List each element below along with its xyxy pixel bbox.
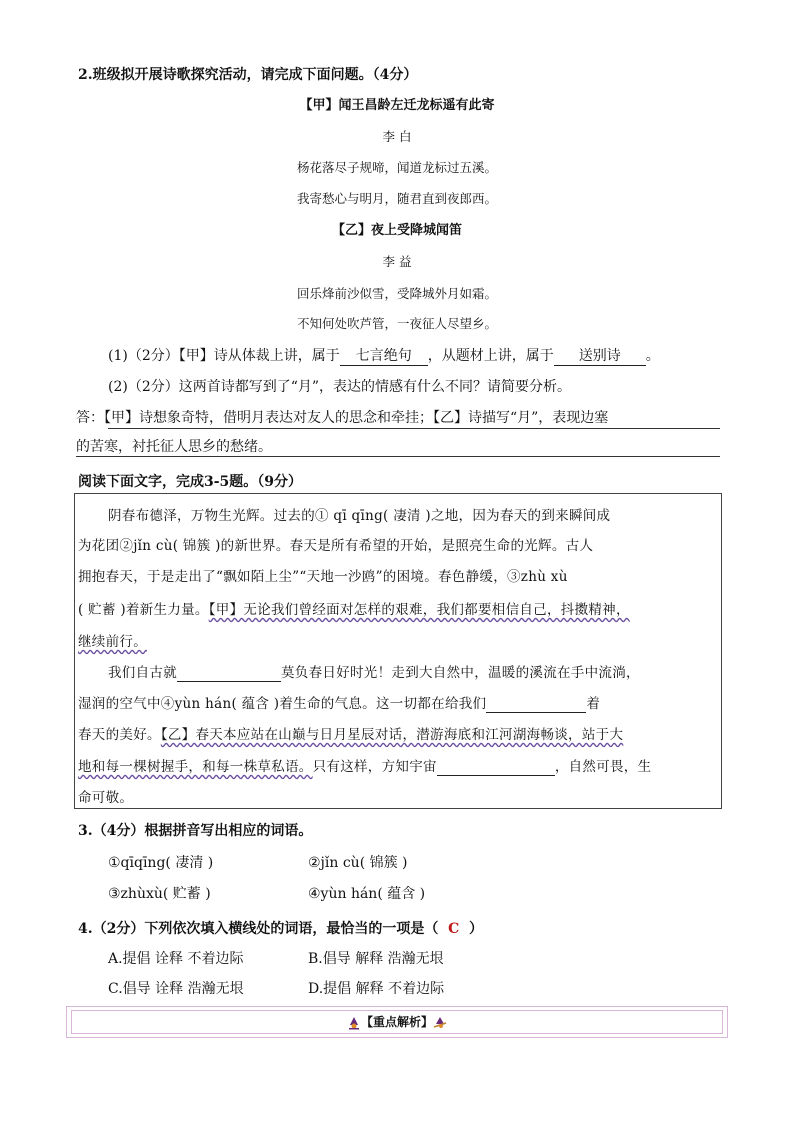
q4-option-a: A.提倡 诠释 不着边际 (108, 951, 244, 967)
answer-underline-1 (108, 428, 720, 429)
q2-sub2-question: (2)（2分）这两首诗都写到了“月”，表达的情感有什么不同？请简要分析。 (108, 379, 572, 395)
passage-p2-line4 (78, 755, 651, 776)
q4-heading-text: 4.（2分）下列依次填入横线处的词语，最恰当的一项是（ (78, 921, 439, 937)
key-analysis-banner (66, 1006, 728, 1038)
q2-sub1-middle: ，从题材上讲，属于 (427, 348, 554, 364)
passage-p2-line1a: 我们自古就 (108, 665, 177, 681)
passage-p2-line1 (108, 661, 640, 682)
poem2-line1: 回乐烽前沙似雪，受降城外月如霜。 (296, 286, 497, 301)
q2-heading: 2.班级拟开展诗歌探究活动，请完成下面问题。（4分） (78, 67, 418, 83)
banner-label: 【重点解析】 (360, 1015, 433, 1029)
q3-answer-4: ④yùn hán( 蕴含 ) (308, 886, 426, 902)
q2-sub1-blank1: 七言绝句 (340, 345, 428, 366)
witch-right-icon (433, 1016, 447, 1030)
q4-option-d: D.提倡 解释 不着边际 (308, 981, 445, 997)
passage-yi-sentence-cont: 地和每一棵树握手，和每一株草私语。 (78, 759, 313, 775)
reading-heading: 阅读下面文字，完成3-5题。（9分） (78, 474, 303, 490)
q2-answer-line2: 的苦寒，衬托征人思乡的愁绪。 (76, 439, 272, 455)
passage-p2-line5: 命可敬。 (78, 790, 134, 806)
passage-p1-line2: 为花团②jǐn cù( 锦簇 )的新世界。春天是所有希望的开始，是照亮生命的光辉。古人 (78, 538, 594, 554)
q2-sub1 (108, 345, 660, 366)
q4-option-c: C.倡导 诠释 浩瀚无垠 (108, 981, 244, 997)
passage-p2-line3 (78, 723, 623, 743)
banner-label-row (67, 1013, 727, 1030)
passage-p1-line4 (78, 598, 630, 618)
answer-underline-2 (76, 456, 720, 457)
poem1-line2: 我寄愁心与明月，随君直到夜郎西。 (296, 191, 497, 206)
q4-answer: C (448, 921, 460, 937)
poem1-line1: 杨花落尽子规啼，闻道龙标过五溪。 (296, 160, 497, 175)
q4-heading (78, 918, 483, 938)
passage-p1-line5: 继续前行。 (78, 634, 147, 650)
passage-yi-sentence: 【乙】春天本应站在山巅与日月星辰对话，潜游海底和江河湖海畅谈，站于大 (160, 727, 624, 743)
witch-left-icon (347, 1016, 361, 1030)
passage-p2-line2b: 着 (586, 696, 601, 712)
q2-answer-line1: 答：【甲】诗想象奇特，借明月表达对友人的思念和牵挂；【乙】诗描写“月”，表现边塞 (76, 410, 609, 426)
blank-3 (437, 759, 555, 776)
q4-option-b: B.倡导 解释 浩瀚无垠 (308, 951, 444, 967)
poem1-title: 【甲】闻王昌龄左迁龙标遥有此寄 (299, 98, 495, 113)
passage-p2-line2 (78, 692, 600, 713)
poem2-author: 李 益 (382, 254, 412, 269)
passage-p1-line3: 拥抱春天，于是走出了“飘如陌上尘”“天地一沙鸥”的困境。春色静缓，③zhù xù (78, 569, 568, 585)
passage-p1-line4a: ( 贮蓄 )着新生力量。 (78, 602, 209, 618)
blank-1 (177, 665, 281, 682)
q4-heading-end: ） (469, 921, 484, 937)
passage-p2-line1b: 莫负春日好时光！走到大自然中，温暖的溪流在手中流淌， (281, 665, 640, 681)
blank-2 (486, 696, 586, 713)
passage-jia-sentence: 【甲】无论我们曾经面对怎样的艰难，我们都要相信自己，抖擞精神， (208, 602, 630, 618)
q3-answer-1: ①qīqīng( 凄清 ) (108, 855, 214, 871)
passage-p2-line2a: 湿润的空气中④yùn hán( 蕴含 )着生命的气息。这一切都在给我们 (78, 696, 487, 712)
q2-sub1-prefix: (1)（2分）【甲】诗从体裁上讲，属于 (108, 348, 340, 364)
q3-heading: 3.（4分）根据拼音写出相应的词语。 (78, 823, 313, 839)
q2-sub1-suffix: 。 (645, 348, 660, 364)
q3-answer-3: ③zhùxù( 贮蓄 ) (108, 886, 211, 902)
passage-p2-line3a: 春天的美好。 (78, 727, 161, 743)
poem2-line2: 不知何处吹芦管，一夜征人尽望乡。 (296, 316, 497, 331)
q2-sub1-blank2: 送别诗 (554, 345, 646, 366)
q3-answer-2: ②jǐn cù( 锦簇 ) (308, 855, 408, 871)
passage-p1-line1: 阴春布德泽，万物生光辉。过去的① qī qīng( 凄清 )之地，因为春天的到来瞬间成 (108, 508, 611, 524)
poem1-author: 李 白 (382, 129, 412, 144)
poem2-title: 【乙】夜上受降城闻笛 (331, 223, 462, 238)
passage-p2-line4b: 只有这样，方知宇宙 (312, 759, 437, 775)
passage-p2-line4c: ，自然可畏，生 (554, 759, 652, 775)
